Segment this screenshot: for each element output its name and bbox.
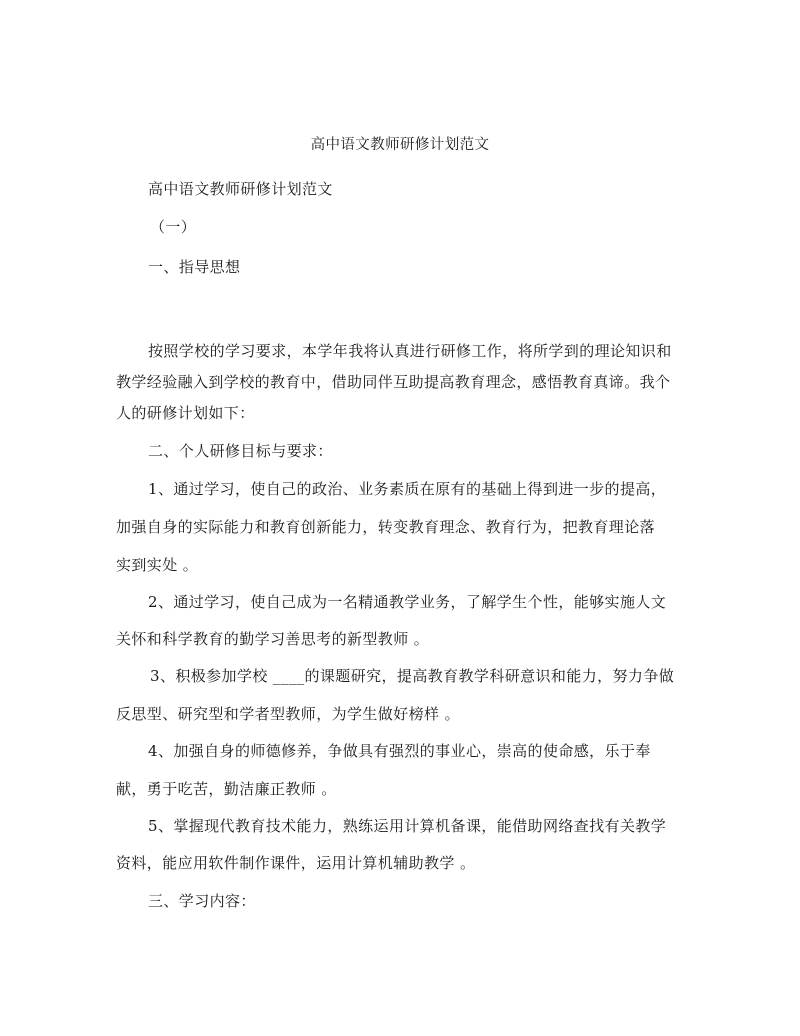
goal-item-line: 关怀和科学教育的勤学习善思考的新型教师 。 <box>116 630 430 648</box>
goal-item-line: 实到实处 。 <box>116 556 199 574</box>
intro-paragraph-line: 教学经验融入到学校的教育中，借助同伴互助提高教育理念，感悟教育真谛。我个 <box>116 373 671 391</box>
goal-item-line: 4、加强自身的师德修养，争做具有强烈的事业心，崇高的使命感，乐于奉 <box>148 742 651 760</box>
part-marker: （一） <box>150 218 197 236</box>
goal-item-line: 3、积极参加学校 ____的课题研究，提高教育教学科研意识和能力，努力争做 <box>150 667 675 685</box>
document-subtitle: 高中语文教师研修计划范文 <box>148 180 333 198</box>
goal-item-line: 5、掌握现代教育技术能力，熟练运用计算机备课，能借助网络查找有关教学 <box>148 817 667 835</box>
goal-item-line: 资料，能应用软件制作课件，运用计算机辅助教学 。 <box>116 854 476 872</box>
section-heading-learning-content: 三、学习内容： <box>148 892 256 910</box>
document-title: 高中语文教师研修计划范文 <box>310 137 490 153</box>
goal-item-line: 1、通过学习，使自己的政治、业务素质在原有的基础上得到进一步的提高， <box>148 480 667 498</box>
intro-paragraph-line: 人的研修计划如下： <box>116 404 255 422</box>
goal-item-line: 加强自身的实际能力和教育创新能力，转变教育理念、教育行为，把教育理论落 <box>116 518 656 536</box>
section-heading-guiding-thought: 一、指导思想 <box>148 258 241 276</box>
intro-paragraph-line: 按照学校的学习要求，本学年我将认真进行研修工作，将所学到的理论知识和 <box>148 342 672 360</box>
section-heading-goals: 二、个人研修目标与要求： <box>148 442 333 460</box>
goal-item-line: 献，勇于吃苦，勤洁廉正教师 。 <box>116 780 337 798</box>
goal-item-line: 反思型、研究型和学者型教师，为学生做好榜样 。 <box>116 705 460 723</box>
goal-item-line: 2、通过学习，使自己成为一名精通教学业务，了解学生个性，能够实施人文 <box>148 593 667 611</box>
